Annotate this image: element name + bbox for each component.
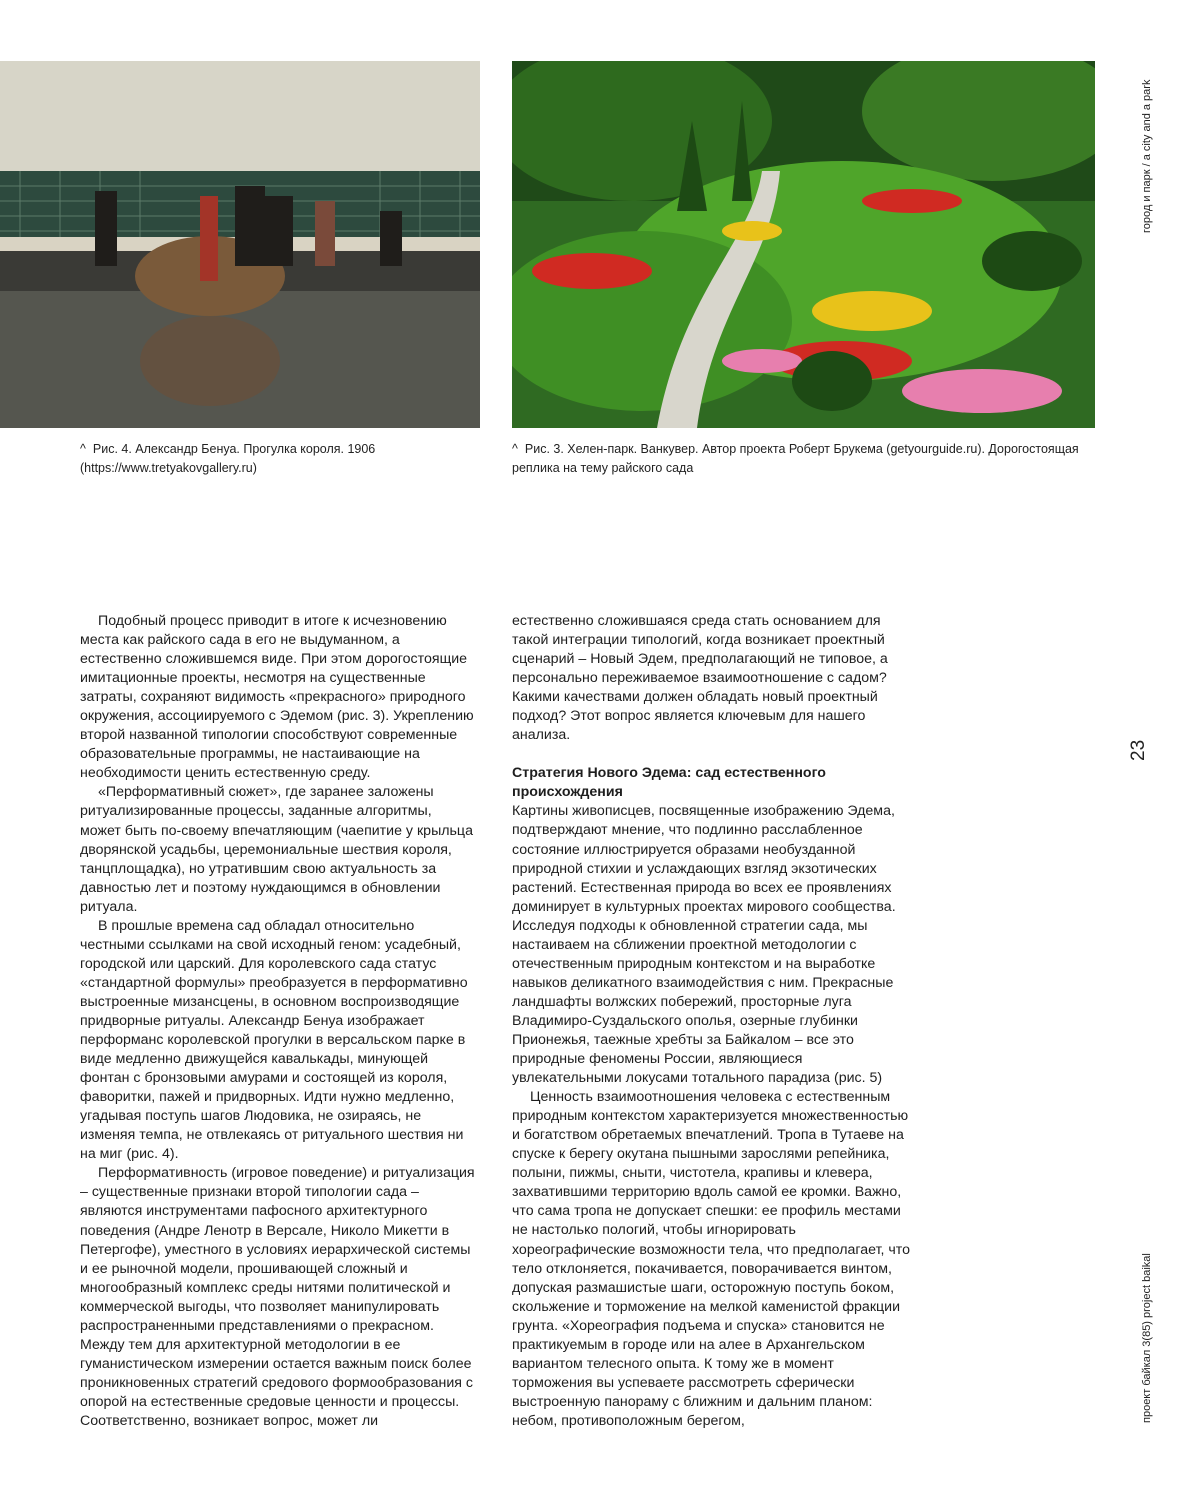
paragraph: Перформативность (игровое поведение) и ритуализация – существенные признаки второй типологии сада – являются инструментами пафосного архитектурного поведения (Андре Ленотр в Версале, Николо Микетти в Петергофе), уместного в условиях иерархической системы и ее рыночной модели, прошивающей сложный и многообразный комплекс среды нитями политической и коммерческой выгоды, что позволяет манипулировать распространенными представлениями о прекрасном. Между тем для архитектурной методологии в ее гуманистическом измерении остается важным поиск более проникновенных стратегий средового формообразования с опорой на естественные средовые ценности и процессы. Соответственно, возникает вопрос, может ли: [80, 1165, 475, 1429]
right-text-column: [512, 612, 912, 1431]
figure-3-caption: [512, 440, 1092, 478]
section-title-vertical: город и парк / a city and a park: [1141, 79, 1153, 233]
paragraph: В прошлые времена сад обладал относительно честными ссылками на свой исходный геном: усадебный, городской или царский. Для королевского сада статус «стандартной формулы» преобразуется в перформативно выстроенные мизансцены, в основном воспроизводящие придворные ритуалы. Александр Бенуа изображает перформанс королевской прогулки в версальском парке в виде медленно движущейся кавалькады, минующей фонтан с бронзовыми амурами и состоящей из короля, фаворитки, пажей и придворных. Идти нужно медленно, угадывая поступь шагов Людовика, не озираясь, не изменяя темпа, не отвлекаясь от ритуального шествия ни на миг (рис. 4).: [80, 917, 468, 1163]
figure-4-caption-text: Рис. 4. Александр Бенуа. Прогулка короля. 1906 (https://www.tretyakovgallery.ru): [80, 442, 376, 475]
paragraph: Ценность взаимоотношения человека с естественным природным контекстом характеризуется множественностью и богатством обретаемых впечатлений. Тропа в Тутаеве на спуске к берегу окутана пышными зарослями репейника, полыни, пижмы, сныти, чистотела, крапивы и клевера, захватившими территорию вдоль самой ее кромки. Важно, что сама тропа не допускает спешки: ее профиль местами не настолько пологий, чтобы игнорировать хореографические возможности тела, что предполагает, что тело отклоняется, покачивается, поворачивается винтом, допуская размашистые шаги, осторожную поступь боком, скольжение и торможение на мелкой каменистой фракции грунта. «Хореография подъема и спуска» становится не практикуемым в городе или на алее в Архангельском вариантом телесного опыта. К тому же в момент торможения вы успеваете рассмотреть сферически выстроенную панораму с ближним и дальним планом: небом, противоположным берегом,: [512, 1089, 910, 1429]
left-text-column: [80, 612, 475, 1431]
journal-title-vertical: проект байкал 3(85) project baikal: [1141, 1253, 1153, 1423]
figure-3-garden-photo: [512, 61, 1095, 428]
caption-marker: ^: [512, 442, 518, 456]
paragraph: «Перформативный сюжет», где заранее заложены ритуализированные процессы, заданные алгоритмы, может быть по-своему впечатляющим (чаепитие у крыльца дворянской усадьбы, церемониальные шествия короля, танцплощадка), но утратившим свою актуальность за давностью лет и поэтому нуждающимся в обновлении ритуала.: [80, 784, 473, 915]
figure-4-painting: [0, 61, 480, 428]
figure-3-caption-text: Рис. 3. Хелен-парк. Ванкувер. Автор проекта Роберт Брукема (getyourguide.ru). Дорогостоящая реплика на тему райского сада: [512, 442, 1079, 475]
paragraph: Подобный процесс приводит в итоге к исчезновению места как райского сада в его не выдуманном, а естественно сложившемся виде. При этом дорогостоящие имитационные проекты, несмотря на существенные затраты, сохраняют видимость «прекрасного» природного окружения, ассоциируемого с Эдемом (рис. 3). Укреплению второй названной типологии способствуют современные образовательные программы, не настаивающие на необходимости ценить естественную среду.: [80, 613, 474, 782]
page-number: 23: [1128, 739, 1149, 761]
paragraph: Картины живописцев, посвященные изображению Эдема, подтверждают мнение, что подлинно расслабленное состояние иллюстрируется образами необузданной природной стихии и услаждающих взгляд экзотических растений. Естественная природа во всех ее проявлениях доминирует в культурных проектах мирового сообщества. Исследуя подходы к обновленной стратегии сада, мы настаиваем на сближении проектной методологии с отечественным природным контекстом и на выработке навыков деликатного взаимодействия с ним. Прекрасные ландшафты волжских побережий, просторные луга Владимиро-Суздальского ополья, озерные глубинки Прионежья, таежные хребты за Байкалом – все это природные феномены России, являющиеся увлекательными локусами тотального парадиза (рис. 5): [512, 803, 896, 1087]
caption-marker: ^: [80, 442, 86, 456]
figure-4-caption: [80, 440, 475, 478]
section-heading: Стратегия Нового Эдема: сад естественного происхождения: [512, 765, 826, 801]
paragraph: естественно сложившаяся среда стать основанием для такой интеграции типологий, когда возникает проектный сценарий – Новый Эдем, предполагающий не типовое, а персонально переживаемое взаимоотношение с садом? Какими качествами должен обладать новый проектный подход? Этот вопрос является ключевым для нашего анализа.: [512, 613, 888, 744]
